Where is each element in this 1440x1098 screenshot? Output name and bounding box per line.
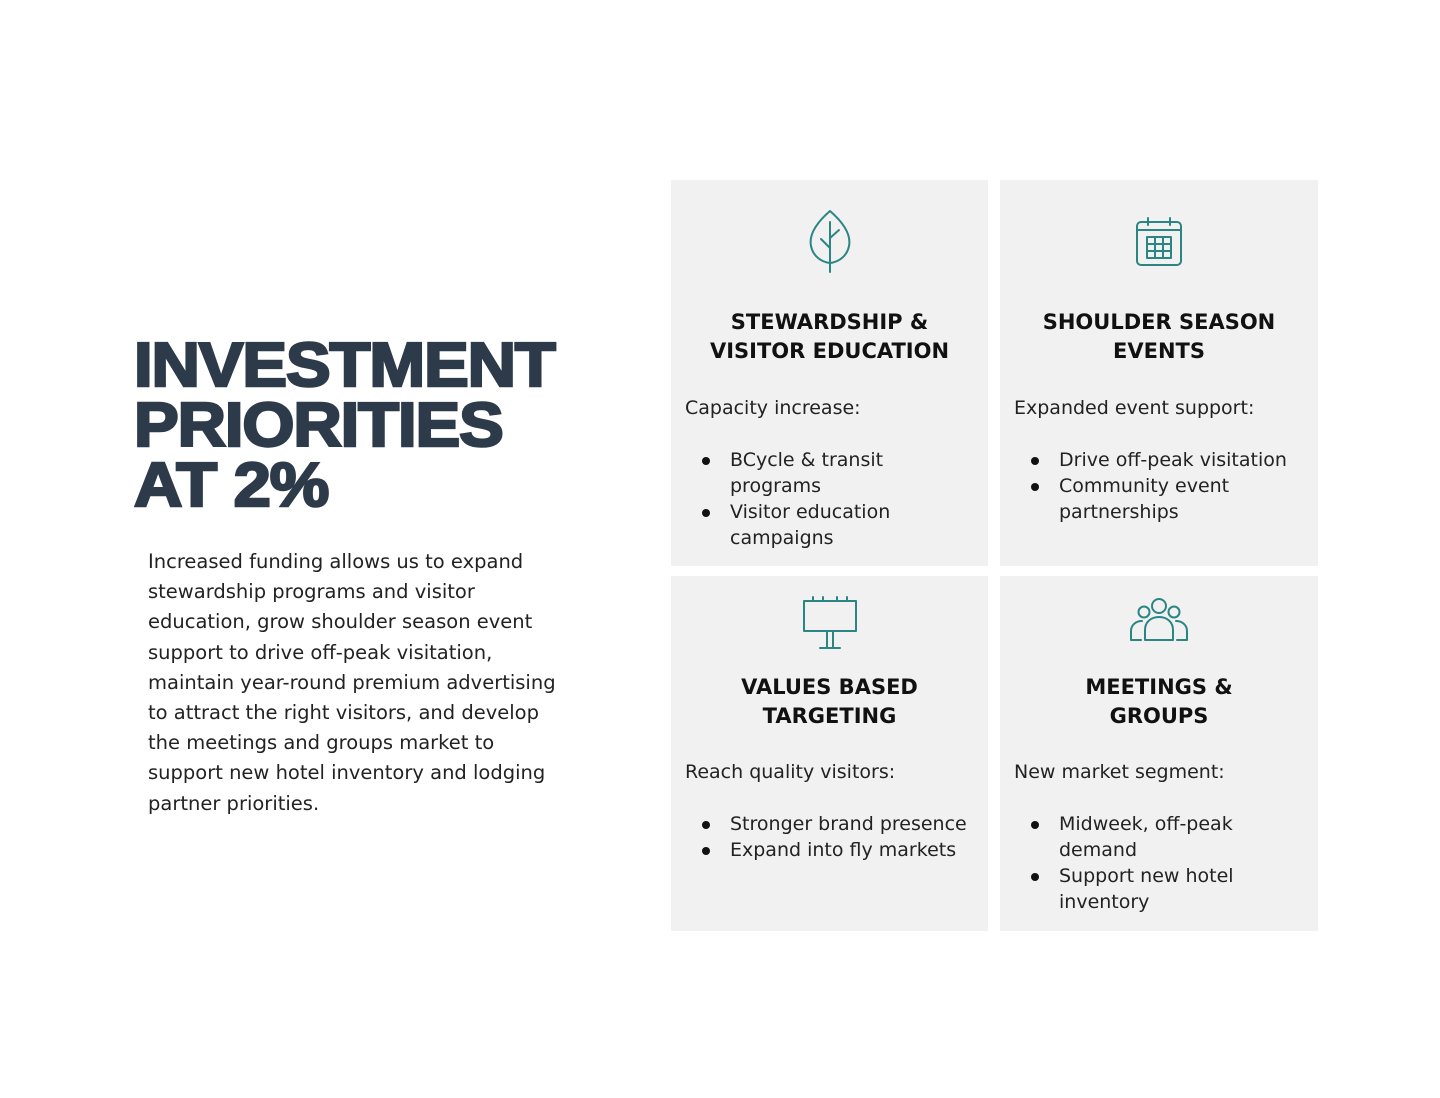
list-item: Expand into fly markets — [685, 837, 978, 863]
card-meetings-groups — [1000, 576, 1318, 931]
list-item: BCycle & transit programs — [685, 447, 978, 499]
list-item: Community event partnerships — [1014, 473, 1308, 525]
list-item: Visitor education campaigns — [685, 499, 978, 551]
intro-paragraph: Increased funding allows us to expand stewardship programs and visitor education, grow shoulder season event support to drive off-peak visitation, maintain year-round premium advertising to attract the right visitors, and develop the meetings and groups market to support new hotel inventory and lodging partner priorities. — [148, 550, 556, 815]
card-title-line: GROUPS — [1109, 704, 1209, 728]
card-title — [671, 308, 988, 366]
card-title-line: VALUES BASED — [741, 675, 918, 699]
card-bullet-list — [685, 447, 978, 551]
card-title-line: EVENTS — [1113, 339, 1205, 363]
card-title-line: TARGETING — [762, 704, 897, 728]
leaf-icon — [807, 208, 853, 274]
card-bullet-list — [1014, 811, 1308, 915]
card-lead: Reach quality visitors: — [685, 761, 896, 783]
list-item: Support new hotel inventory — [1014, 863, 1308, 915]
card-title-line: VISITOR EDUCATION — [709, 339, 950, 363]
list-item: Stronger brand presence — [685, 811, 978, 837]
list-item: Midweek, off-peak demand — [1014, 811, 1308, 863]
group-icon — [1128, 596, 1190, 644]
card-shoulder-season — [1000, 180, 1318, 566]
title-line: AT 2% — [134, 451, 329, 520]
card-bullet-list — [685, 811, 978, 863]
card-title — [1000, 673, 1318, 731]
billboard-icon — [801, 594, 859, 652]
card-bullet-list — [1014, 447, 1308, 525]
calendar-icon — [1134, 216, 1184, 268]
page-title — [134, 331, 555, 520]
card-title — [671, 673, 988, 731]
card-lead: Capacity increase: — [685, 397, 861, 419]
title-line: PRIORITIES — [134, 391, 503, 460]
card-lead: Expanded event support: — [1014, 397, 1255, 419]
card-stewardship — [671, 180, 988, 566]
list-item: Drive off-peak visitation — [1014, 447, 1308, 473]
card-title-line: SHOULDER SEASON — [1042, 310, 1276, 334]
card-title — [1000, 308, 1318, 366]
card-lead: New market segment: — [1014, 761, 1225, 783]
card-values-targeting — [671, 576, 988, 931]
card-title-line: MEETINGS & — [1085, 675, 1233, 699]
card-title-line: STEWARDSHIP & — [730, 310, 929, 334]
title-line: INVESTMENT — [134, 331, 555, 400]
